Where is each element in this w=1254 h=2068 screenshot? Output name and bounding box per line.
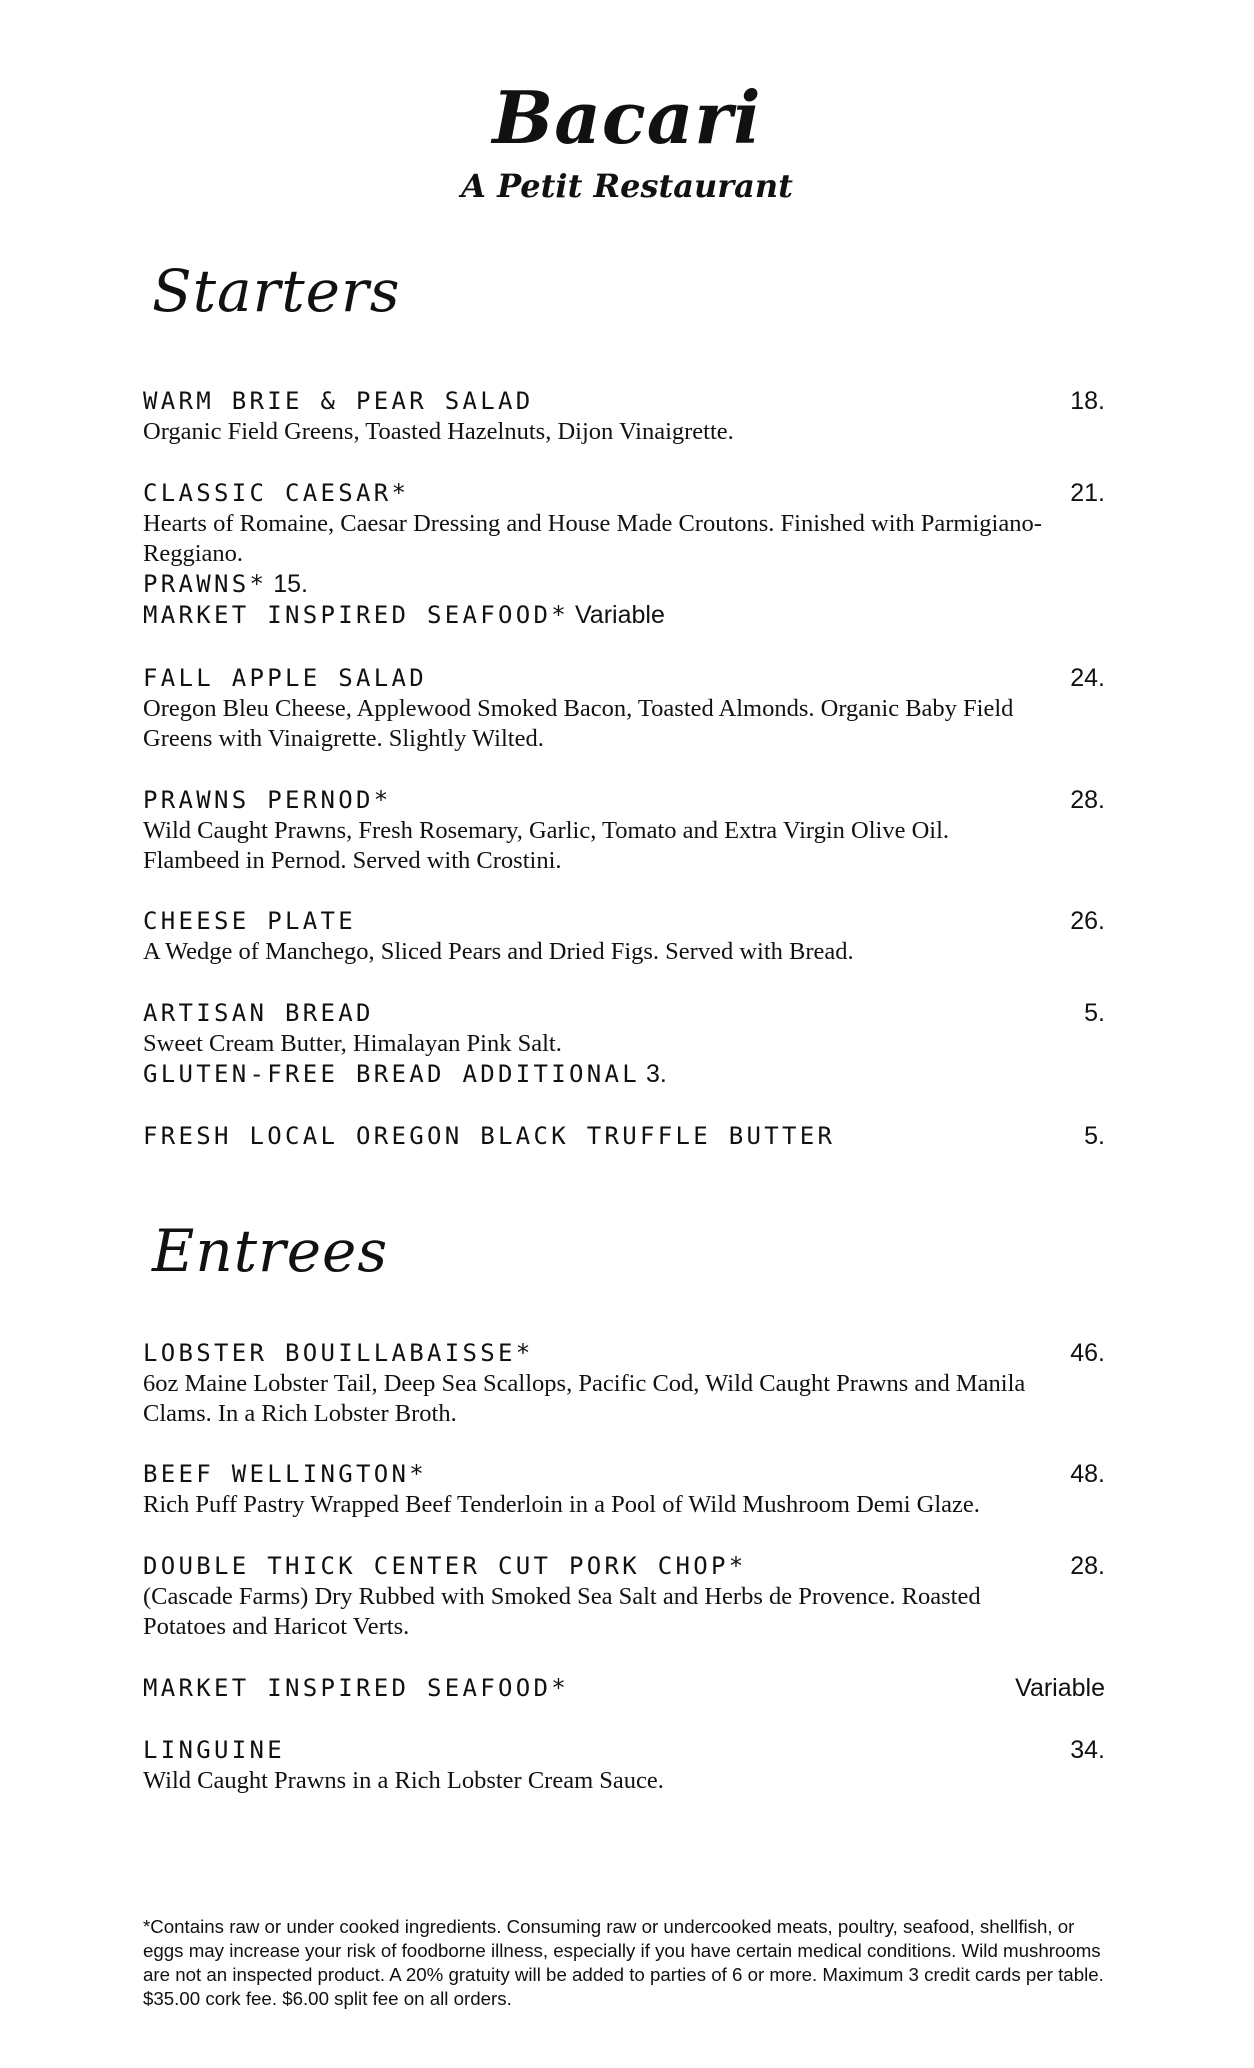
item-description: Wild Caught Prawns, Fresh Rosemary, Garlic, Tomato and Extra Virgin Olive Oil. Flambeed in Pernod. Served with Crostini. [143, 817, 950, 874]
restaurant-logo: Bacari [492, 75, 762, 160]
menu-item [143, 785, 1103, 876]
menu-item [143, 998, 1103, 1090]
item-name: CHEESE PLATE [143, 907, 356, 935]
menu-item [143, 1673, 1103, 1703]
entrees-heading: Entrees [152, 1217, 389, 1285]
item-description: A Wedge of Manchego, Sliced Pears and Dried Figs. Served with Bread. [143, 938, 854, 965]
addon-price: 3. [645, 1060, 667, 1088]
menu-item [143, 663, 1103, 754]
menu-disclaimer: *Contains raw or under cooked ingredients. Consuming raw or undercooked meats, poultry, seafood, shellfish, or eggs may increase your risk of foodborne illness, especially if you have certain medical conditions. Wild mushrooms are not an inspected product. A 20% gratuity will be added to parties of 6 or more. Maximum 3 credit cards per table. $35.00 cork fee. $6.00 split fee on all orders. [143, 1916, 1104, 2009]
menu-item [143, 1338, 1103, 1429]
item-name: MARKET INSPIRED SEAFOOD* [143, 1674, 569, 1702]
item-description: 6oz Maine Lobster Tail, Deep Sea Scallops, Pacific Cod, Wild Caught Prawns and Manila Clams. In a Rich Lobster Broth. [143, 1370, 1026, 1427]
starters-heading: Starters [152, 257, 401, 325]
item-addon [143, 569, 1103, 600]
menu-item [143, 1121, 1103, 1151]
item-description: Rich Puff Pastry Wrapped Beef Tenderloin in a Pool of Wild Mushroom Demi Glaze. [143, 1491, 980, 1518]
item-description: Hearts of Romaine, Caesar Dressing and House Made Croutons. Finished with Parmigiano-Reggiano. [143, 510, 1042, 567]
item-description: Sweet Cream Butter, Himalayan Pink Salt. [143, 1030, 562, 1057]
item-price: 24. [1070, 664, 1105, 692]
item-name: DOUBLE THICK CENTER CUT PORK CHOP* [143, 1552, 747, 1580]
item-name: PRAWNS PERNOD* [143, 786, 392, 814]
item-addon [143, 600, 1103, 631]
item-description: Organic Field Greens, Toasted Hazelnuts, Dijon Vinaigrette. [143, 418, 734, 445]
item-description: (Cascade Farms) Dry Rubbed with Smoked Sea Salt and Herbs de Provence. Roasted Potatoes and Haricot Verts. [143, 1583, 981, 1640]
item-price: 28. [1070, 1552, 1105, 1580]
item-price: 28. [1070, 786, 1105, 814]
item-name: LOBSTER BOUILLABAISSE* [143, 1339, 534, 1367]
item-price: Variable [1015, 1674, 1105, 1702]
item-name: FRESH LOCAL OREGON BLACK TRUFFLE BUTTER [143, 1122, 836, 1150]
addon-price: Variable [574, 601, 665, 629]
item-name: CLASSIC CAESAR* [143, 479, 410, 507]
item-name: LINGUINE [143, 1736, 285, 1764]
item-price: 34. [1070, 1736, 1105, 1764]
menu-item [143, 1459, 1103, 1520]
item-price: 18. [1070, 387, 1105, 415]
menu-item [143, 478, 1103, 631]
item-price: 5. [1084, 1122, 1105, 1150]
item-name: BEEF WELLINGTON* [143, 1460, 427, 1488]
item-addon [143, 1059, 1103, 1090]
item-name: FALL APPLE SALAD [143, 664, 427, 692]
item-price: 21. [1070, 479, 1105, 507]
item-price: 48. [1070, 1460, 1105, 1488]
addon-label: GLUTEN-FREE BREAD ADDITIONAL [143, 1060, 640, 1088]
menu-item [143, 1551, 1103, 1642]
item-description: Wild Caught Prawns in a Rich Lobster Cream Sauce. [143, 1767, 664, 1794]
item-price: 46. [1070, 1339, 1105, 1367]
menu-item [143, 1735, 1103, 1796]
addon-label: MARKET INSPIRED SEAFOOD* [143, 601, 569, 629]
item-price: 26. [1070, 907, 1105, 935]
item-name: WARM BRIE & PEAR SALAD [143, 387, 534, 415]
addon-label: PRAWNS* [143, 570, 268, 598]
menu-item [143, 386, 1103, 447]
addon-price: 15. [273, 570, 309, 598]
item-name: ARTISAN BREAD [143, 999, 374, 1027]
restaurant-tagline: A Petit Restaurant [461, 167, 793, 205]
item-description: Oregon Bleu Cheese, Applewood Smoked Bacon, Toasted Almonds. Organic Baby Field Greens with Vinaigrette. Slightly Wilted. [143, 695, 1014, 752]
menu-item [143, 906, 1103, 967]
item-price: 5. [1084, 999, 1105, 1027]
